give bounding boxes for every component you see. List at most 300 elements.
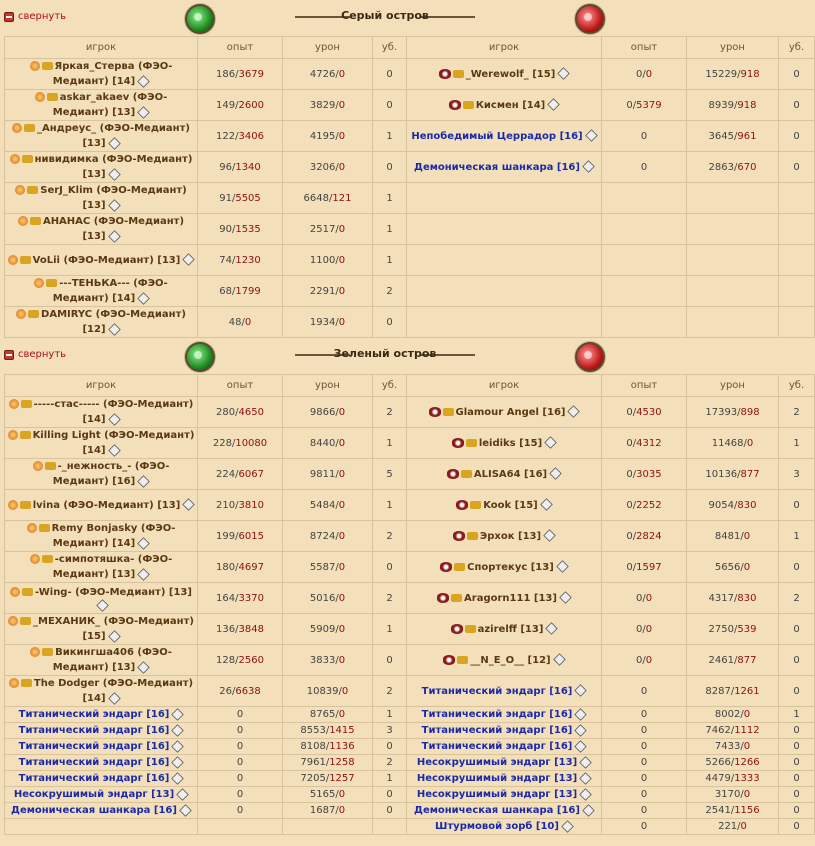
info-icon[interactable] (568, 405, 580, 417)
info-icon[interactable] (172, 772, 184, 784)
section-1 (0, 338, 805, 835)
damage-received: 0 (743, 709, 751, 720)
player-name[interactable]: Яркая_Стерва (ФЭО-Медиант) [14] (52, 61, 173, 87)
info-icon[interactable] (108, 199, 120, 211)
info-icon[interactable] (176, 788, 188, 800)
info-icon[interactable] (108, 323, 120, 335)
damage-cell: 17393/898 (687, 397, 779, 428)
header-row (5, 375, 815, 397)
player-cell (5, 307, 198, 338)
player-cell (407, 739, 602, 755)
empty-cell (602, 183, 687, 214)
kills-cell: 0 (779, 803, 815, 819)
info-icon[interactable] (585, 129, 597, 141)
damage-cell: 7961/1258 (283, 755, 373, 771)
kills-cell: 1 (373, 121, 407, 152)
player-cell (5, 755, 198, 771)
info-icon[interactable] (546, 622, 558, 634)
player-cell (407, 121, 602, 152)
kills-cell: 0 (779, 676, 815, 707)
rank-icon (42, 648, 53, 656)
info-icon[interactable] (548, 98, 560, 110)
exp-cell: 96/1340 (198, 152, 283, 183)
player-name[interactable]: lvina (ФЭО-Медиант) [13] (32, 499, 181, 511)
red-team-orb-icon[interactable] (575, 342, 605, 372)
info-icon[interactable] (108, 137, 120, 149)
player-cell (5, 614, 198, 645)
kills-cell: 0 (373, 552, 407, 583)
section-header (0, 338, 785, 374)
player-name[interactable]: Демоническая шанкара [16] (11, 805, 177, 816)
player-name[interactable]: _Андреус_ (ФЭО-Медиант) [13] (37, 123, 190, 149)
exp-cell: 180/4697 (198, 552, 283, 583)
damage-value: 8765 (309, 709, 336, 720)
damage-cell: 1934/0 (283, 307, 373, 338)
exp-total: 0 (645, 654, 653, 666)
exp-value: 0 (635, 623, 643, 635)
exp-cell (602, 676, 687, 707)
player-cell (407, 90, 602, 121)
player-name[interactable]: Титанический эндарг [16] (421, 725, 573, 736)
exp-value: 0 (640, 741, 648, 752)
player-cell (5, 90, 198, 121)
red-team-orb-icon[interactable] (575, 4, 605, 34)
rank-icon (454, 563, 465, 571)
player-name[interactable]: -_нежность_- (ФЭО-Медиант) [16] (52, 461, 170, 487)
table-row (5, 276, 815, 307)
player-cell (407, 397, 602, 428)
exp-cell: 0/0 (602, 59, 687, 90)
col-header-damage: урон (687, 37, 779, 59)
col-header-player: игрок (5, 37, 198, 59)
info-icon[interactable] (172, 756, 184, 768)
damage-value: 15229 (705, 68, 738, 80)
exp-value: 48 (228, 316, 242, 328)
info-icon[interactable] (137, 292, 149, 304)
player-name[interactable]: ---ТЕНЬКА--- (ФЭО-Медиант) [14] (52, 278, 168, 304)
exp-total: 2600 (238, 99, 264, 111)
info-icon[interactable] (559, 591, 571, 603)
empty-cell (198, 819, 283, 835)
damage-received: 1333 (734, 773, 760, 784)
player-cell (407, 59, 602, 90)
exp-cell: 74/1230 (198, 245, 283, 276)
damage-received: 0 (743, 530, 751, 542)
exp-value: 0 (640, 130, 648, 142)
player-name[interactable]: -----стас----- (ФЭО-Медиант) [14] (33, 399, 194, 425)
damage-received: 539 (737, 623, 757, 635)
damage-cell: 10839/0 (283, 676, 373, 707)
info-icon[interactable] (108, 692, 120, 704)
info-icon[interactable] (137, 661, 149, 673)
rank-icon (30, 217, 41, 225)
info-icon[interactable] (582, 804, 594, 816)
exp-total: 5505 (235, 192, 261, 204)
exp-value: 0 (626, 561, 633, 573)
player-name[interactable]: VoLii (ФЭО-Медиант) [13] (32, 254, 181, 266)
rank-icon (20, 617, 31, 625)
info-icon[interactable] (575, 724, 587, 736)
info-icon[interactable] (183, 253, 195, 265)
player-cell (5, 152, 198, 183)
rank-icon (465, 625, 476, 633)
rank-icon (22, 588, 33, 596)
kills-cell: 5 (373, 459, 407, 490)
table-row (5, 59, 815, 90)
player-name[interactable]: Aragorn111 [13] (464, 592, 557, 604)
header-row (5, 37, 815, 59)
player-name[interactable]: АНАНАС (ФЭО-Медиант) [13] (42, 216, 185, 242)
table-row (5, 90, 815, 121)
player-name[interactable]: leidiks [15] (478, 437, 543, 449)
info-icon[interactable] (544, 436, 556, 448)
info-icon[interactable] (108, 630, 120, 642)
green-team-orb-icon[interactable] (185, 342, 215, 372)
info-icon[interactable] (575, 708, 587, 720)
elemental-icon (15, 185, 25, 195)
info-icon[interactable] (543, 529, 555, 541)
info-icon[interactable] (183, 498, 195, 510)
damage-value: 10136 (705, 468, 738, 480)
damage-value: 7961 (300, 757, 326, 768)
player-name[interactable]: Титанический эндарг [16] (421, 685, 573, 697)
eye-icon (443, 655, 455, 665)
table-row (5, 397, 815, 428)
player-name[interactable]: Титанический эндарг [16] (18, 757, 170, 768)
damage-cell: 8765/0 (283, 707, 373, 723)
info-icon[interactable] (540, 498, 552, 510)
kills-cell: 0 (373, 90, 407, 121)
damage-value: 6648 (303, 192, 329, 204)
exp-cell (602, 819, 687, 835)
exp-cell: 0/3035 (602, 459, 687, 490)
player-name[interactable]: __N_E_O__ [12] (470, 654, 551, 666)
player-name[interactable]: ALISA64 [16] (473, 468, 548, 480)
info-icon[interactable] (579, 772, 591, 784)
exp-cell (602, 152, 687, 183)
player-name[interactable]: Несокрушимый эндарг [13] (416, 773, 578, 784)
damage-cell: 5909/0 (283, 614, 373, 645)
info-icon[interactable] (137, 537, 149, 549)
exp-total: 2824 (636, 530, 662, 542)
damage-value: 4479 (705, 773, 731, 784)
damage-value: 1687 (309, 805, 336, 816)
info-icon[interactable] (575, 684, 587, 696)
exp-total: 3035 (636, 468, 662, 480)
rank-icon (27, 186, 38, 194)
player-cell (407, 819, 602, 835)
player-name[interactable]: DAMIRYC (ФЭО-Медиант) [12] (41, 309, 186, 335)
exp-cell: 228/10080 (198, 428, 283, 459)
player-name[interactable]: Remy Bonjasky (ФЭО-Медиант) [14] (51, 523, 176, 549)
damage-received: 830 (737, 499, 757, 511)
player-name[interactable]: Эрхок [13] (479, 530, 542, 542)
damage-cell: 5656/0 (687, 552, 779, 583)
player-cell (407, 583, 602, 614)
exp-value: 210 (216, 499, 236, 511)
damage-received: 0 (338, 592, 346, 604)
damage-cell: 2541/1156 (687, 803, 779, 819)
kills-cell: 0 (779, 787, 815, 803)
exp-cell (198, 803, 283, 819)
info-icon[interactable] (172, 708, 184, 720)
exp-value: 0 (626, 499, 633, 511)
kills-cell: 0 (779, 59, 815, 90)
damage-received: 961 (737, 130, 757, 142)
player-name[interactable]: Демоническая шанкара [16] (414, 805, 580, 816)
kills-cell: 0 (373, 307, 407, 338)
eye-icon (452, 438, 464, 448)
kills-cell: 2 (779, 397, 815, 428)
damage-cell: 2863/670 (687, 152, 779, 183)
damage-received: 1112 (734, 725, 760, 736)
damage-cell: 8939/918 (687, 90, 779, 121)
player-name[interactable]: -симпотяшка- (ФЭО-Медиант) [13] (52, 554, 173, 580)
info-icon[interactable] (172, 740, 184, 752)
exp-cell: 0/4312 (602, 428, 687, 459)
damage-received: 0 (740, 821, 747, 832)
damage-value: 8481 (714, 530, 741, 542)
player-name[interactable]: Кисмен [14] (475, 99, 546, 111)
exp-total: 5379 (636, 99, 662, 111)
player-name[interactable]: -Wing- (ФЭО-Медиант) [13] (35, 586, 192, 598)
damage-cell: 221/0 (687, 819, 779, 835)
empty-cell (687, 183, 779, 214)
player-name[interactable]: Несокрушимый эндарг [13] (13, 789, 175, 800)
empty-cell (602, 245, 687, 276)
player-name[interactable]: azirelff [13] (477, 623, 544, 635)
info-icon[interactable] (579, 788, 591, 800)
player-name[interactable]: Титанический эндарг [16] (18, 741, 170, 752)
player-name[interactable]: Титанический эндарг [16] (421, 741, 573, 752)
player-cell (5, 183, 198, 214)
table-row (5, 787, 815, 803)
col-header-kills: уб. (779, 37, 815, 59)
kills-cell: 0 (373, 739, 407, 755)
exp-cell (198, 755, 283, 771)
player-name[interactable]: Титанический эндарг [16] (18, 773, 170, 784)
rank-icon (461, 470, 472, 478)
player-cell (5, 459, 198, 490)
kills-cell: 0 (779, 819, 815, 835)
damage-cell: 6648/121 (283, 183, 373, 214)
empty-cell (407, 307, 602, 338)
damage-received: 0 (338, 68, 346, 80)
player-name[interactable]: Killing Light (ФЭО-Медиант) [14] (32, 430, 195, 456)
damage-received: 1258 (329, 757, 355, 768)
info-icon[interactable] (108, 413, 120, 425)
table-row (5, 245, 815, 276)
collapse-toggle[interactable] (4, 349, 66, 360)
info-icon[interactable] (137, 106, 149, 118)
kills-cell: 0 (779, 121, 815, 152)
exp-cell (602, 755, 687, 771)
info-icon[interactable] (553, 653, 565, 665)
kills-cell: 0 (779, 552, 815, 583)
damage-value: 8287 (705, 685, 731, 697)
player-cell (5, 787, 198, 803)
exp-cell (602, 121, 687, 152)
damage-cell: 3833/0 (283, 645, 373, 676)
kills-cell: 1 (373, 707, 407, 723)
damage-value: 5587 (309, 561, 336, 573)
eye-icon (451, 624, 463, 634)
kills-cell: 0 (779, 755, 815, 771)
table-row (5, 583, 815, 614)
player-cell (407, 152, 602, 183)
player-name[interactable]: Демоническая шанкара [16] (414, 161, 580, 173)
rank-icon (22, 155, 33, 163)
exp-total: 6015 (238, 530, 264, 542)
info-icon[interactable] (108, 444, 120, 456)
player-cell (5, 59, 198, 90)
damage-cell: 7433/0 (687, 739, 779, 755)
damage-value: 2461 (708, 654, 734, 666)
elemental-icon (10, 154, 20, 164)
collapse-toggle[interactable] (4, 11, 66, 22)
rank-icon (467, 532, 478, 540)
exp-cell (198, 707, 283, 723)
minus-icon (4, 350, 14, 360)
player-name[interactable]: askar_akaev (ФЭО-Медиант) [13] (52, 92, 168, 118)
damage-value: 2291 (309, 285, 336, 297)
rank-icon (21, 679, 32, 687)
empty-cell (779, 307, 815, 338)
exp-cell: 0/4530 (602, 397, 687, 428)
damage-received: 1261 (734, 685, 760, 697)
exp-cell (602, 787, 687, 803)
info-icon[interactable] (108, 168, 120, 180)
col-header-damage: урон (687, 375, 779, 397)
kills-cell: 0 (779, 645, 815, 676)
table-row (5, 755, 815, 771)
player-name[interactable]: Титанический эндарг [16] (18, 709, 170, 720)
kills-cell: 0 (779, 614, 815, 645)
damage-cell: 8724/0 (283, 521, 373, 552)
info-icon[interactable] (582, 160, 594, 172)
exp-cell: 0/0 (602, 583, 687, 614)
eye-icon (449, 100, 461, 110)
eye-icon (429, 407, 441, 417)
player-cell (5, 707, 198, 723)
damage-cell: 1100/0 (283, 245, 373, 276)
damage-received: 0 (341, 685, 349, 697)
damage-received: 830 (737, 592, 757, 604)
collapse-label: свернуть (18, 11, 67, 22)
section-0 (0, 0, 805, 338)
kills-cell: 0 (779, 723, 815, 739)
player-name[interactable]: Непобедимый Церрадор [16] (411, 130, 583, 142)
empty-cell (602, 307, 687, 338)
exp-total: 3848 (238, 623, 264, 635)
info-icon[interactable] (558, 67, 570, 79)
player-name[interactable]: Титанический эндарг [16] (421, 709, 573, 720)
damage-received: 877 (737, 654, 757, 666)
rank-icon (20, 431, 31, 439)
player-name[interactable]: _МЕХАНИК_ (ФЭО-Медиант) [15] (33, 616, 194, 642)
empty-cell (687, 214, 779, 245)
exp-cell: 0/5379 (602, 90, 687, 121)
info-icon[interactable] (179, 804, 191, 816)
elemental-icon (10, 587, 20, 597)
kills-cell: 0 (779, 152, 815, 183)
exp-total: 4697 (238, 561, 264, 573)
elemental-icon (9, 399, 19, 409)
damage-value: 9866 (309, 406, 336, 418)
damage-cell: 8002/0 (687, 707, 779, 723)
player-name[interactable]: SerJ_Klim (ФЭО-Медиант) [13] (40, 185, 187, 211)
exp-value: 0 (635, 68, 643, 80)
rank-icon (466, 439, 477, 447)
kills-cell: 2 (373, 583, 407, 614)
info-icon[interactable] (549, 467, 561, 479)
damage-value: 7205 (300, 773, 326, 784)
damage-value: 8108 (300, 741, 326, 752)
damage-received: 0 (338, 530, 346, 542)
player-cell (407, 521, 602, 552)
player-name[interactable]: Штурмовой зорб [10] (435, 821, 559, 832)
damage-received: 918 (740, 68, 760, 80)
exp-total: 3679 (238, 68, 264, 80)
info-icon[interactable] (108, 230, 120, 242)
eye-icon (439, 69, 451, 79)
player-name[interactable]: Kook [15] (483, 499, 538, 511)
player-name[interactable]: Викингша406 (ФЭО-Медиант) [13] (52, 647, 172, 673)
kills-cell: 2 (373, 676, 407, 707)
exp-value: 180 (216, 561, 236, 573)
player-cell (407, 614, 602, 645)
info-icon[interactable] (579, 756, 591, 768)
player-cell (407, 771, 602, 787)
damage-received: 0 (338, 499, 346, 511)
exp-value: 0 (236, 725, 244, 736)
info-icon[interactable] (556, 560, 568, 572)
damage-received: 1257 (329, 773, 355, 784)
player-name[interactable]: нивидимка (ФЭО-Медиант) [13] (34, 154, 193, 180)
player-name[interactable]: Glamour Angel [16] (455, 406, 566, 418)
info-icon[interactable] (137, 475, 149, 487)
info-icon[interactable] (96, 599, 108, 611)
info-icon[interactable] (137, 568, 149, 580)
elemental-icon (8, 500, 18, 510)
player-name[interactable]: Несокрушимый эндарг [13] (416, 789, 578, 800)
info-icon[interactable] (137, 75, 149, 87)
info-icon[interactable] (172, 724, 184, 736)
exp-value: 0 (640, 821, 648, 832)
col-header-kills: уб. (373, 37, 407, 59)
rank-icon (47, 93, 58, 101)
player-name[interactable]: Спортекус [13] (467, 561, 554, 573)
exp-total: 1597 (636, 561, 662, 573)
player-name[interactable]: Несокрушимый эндарг [13] (416, 757, 578, 768)
elemental-icon (30, 61, 40, 71)
info-icon[interactable] (561, 820, 573, 832)
player-name[interactable]: The Dodger (ФЭО-Медиант) [14] (33, 678, 194, 704)
exp-value: 68 (219, 285, 232, 297)
info-icon[interactable] (575, 740, 587, 752)
combat-table (4, 36, 815, 338)
kills-cell: 1 (373, 771, 407, 787)
green-team-orb-icon[interactable] (185, 4, 215, 34)
kills-cell: 1 (373, 614, 407, 645)
player-name[interactable]: Титанический эндарг [16] (18, 725, 170, 736)
minus-icon (4, 12, 14, 22)
damage-cell: 10136/877 (687, 459, 779, 490)
player-name[interactable]: _Werewolf_ [15] (465, 68, 556, 80)
damage-cell: 7462/1112 (687, 723, 779, 739)
exp-cell: 0/1597 (602, 552, 687, 583)
table-row (5, 490, 815, 521)
